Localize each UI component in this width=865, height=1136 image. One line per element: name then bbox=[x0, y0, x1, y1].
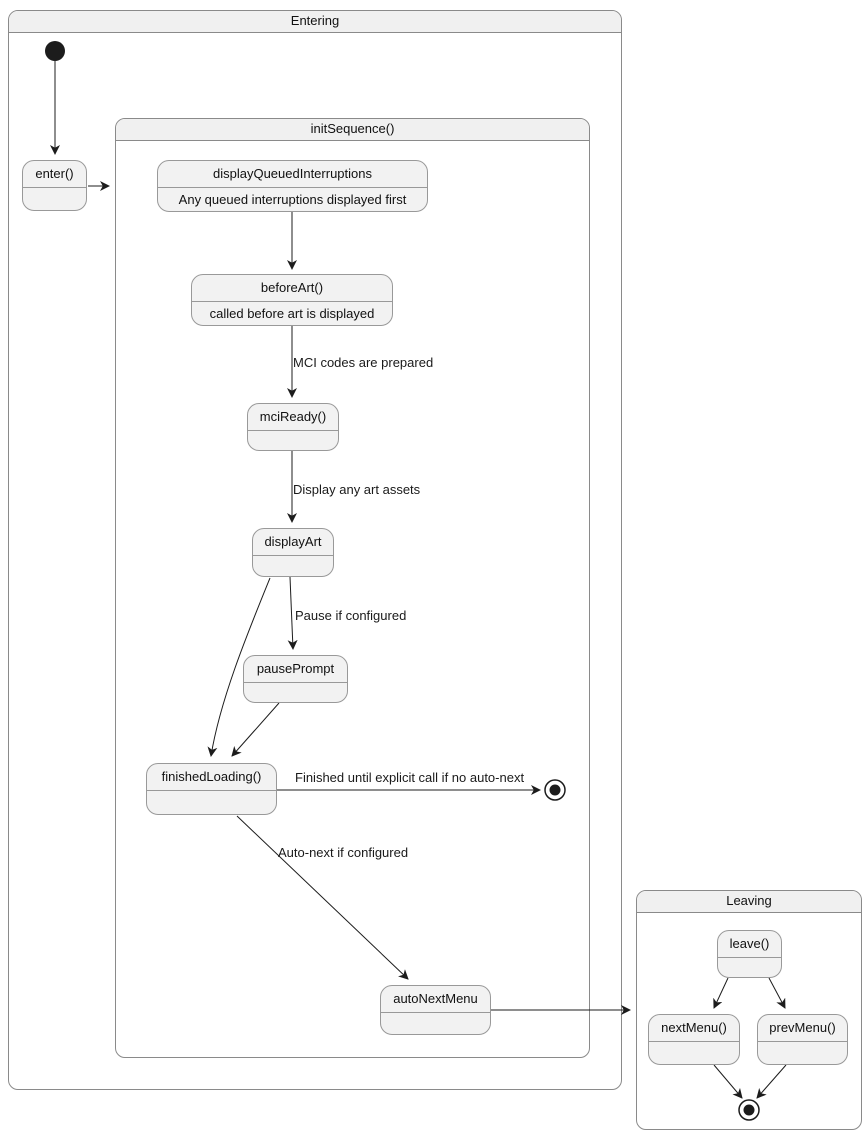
state-next-menu bbox=[648, 1014, 740, 1065]
state-next-menu-body bbox=[649, 1042, 739, 1064]
state-finished-loading bbox=[146, 763, 277, 815]
composite-state-entering-title: Entering bbox=[9, 11, 621, 33]
state-before-art-description: called before art is displayed bbox=[209, 306, 375, 321]
composite-state-init-sequence bbox=[115, 118, 590, 1058]
state-prev-menu-label: prevMenu() bbox=[758, 1015, 847, 1042]
state-auto-next-menu-body bbox=[381, 1013, 490, 1034]
state-leave bbox=[717, 930, 782, 978]
state-mci-ready-body bbox=[248, 431, 338, 450]
state-display-queued-interruptions-label: displayQueuedInterruptions bbox=[158, 161, 427, 188]
composite-state-leaving bbox=[636, 890, 862, 1130]
state-prev-menu-body bbox=[758, 1042, 847, 1064]
state-display-art-body bbox=[253, 556, 333, 576]
state-display-queued-interruptions-description: Any queued interruptions displayed first bbox=[178, 192, 407, 207]
state-mci-ready-label: mciReady() bbox=[248, 404, 338, 431]
state-display-queued-interruptions bbox=[157, 160, 428, 212]
state-pause-prompt-body bbox=[244, 683, 347, 702]
state-enter-label: enter() bbox=[23, 161, 86, 188]
state-next-menu-label: nextMenu() bbox=[649, 1015, 739, 1042]
edge-label-finished-until-explicit-call: Finished until explicit call if no auto-next bbox=[295, 770, 525, 785]
state-prev-menu bbox=[757, 1014, 848, 1065]
state-pause-prompt bbox=[243, 655, 348, 703]
state-auto-next-menu bbox=[380, 985, 491, 1035]
state-auto-next-menu-label: autoNextMenu bbox=[381, 986, 490, 1013]
state-leave-label: leave() bbox=[718, 931, 781, 958]
state-pause-prompt-label: pausePrompt bbox=[244, 656, 347, 683]
composite-state-init-sequence-title: initSequence() bbox=[116, 119, 589, 141]
state-enter bbox=[22, 160, 87, 211]
state-mci-ready bbox=[247, 403, 339, 451]
state-before-art bbox=[191, 274, 393, 326]
edge-label-pause-if-configured: Pause if configured bbox=[295, 608, 407, 623]
edge-label-mci-codes-prepared: MCI codes are prepared bbox=[293, 355, 434, 370]
edge-label-auto-next-if-configured: Auto-next if configured bbox=[278, 845, 409, 860]
state-display-art bbox=[252, 528, 334, 577]
composite-state-leaving-title: Leaving bbox=[637, 891, 861, 913]
state-display-art-label: displayArt bbox=[253, 529, 333, 556]
edge-label-display-art-assets: Display any art assets bbox=[293, 482, 421, 497]
state-finished-loading-body bbox=[147, 791, 276, 814]
state-leave-body bbox=[718, 958, 781, 977]
state-enter-body bbox=[23, 188, 86, 210]
state-before-art-label: beforeArt() bbox=[192, 275, 392, 302]
state-finished-loading-label: finishedLoading() bbox=[147, 764, 276, 791]
